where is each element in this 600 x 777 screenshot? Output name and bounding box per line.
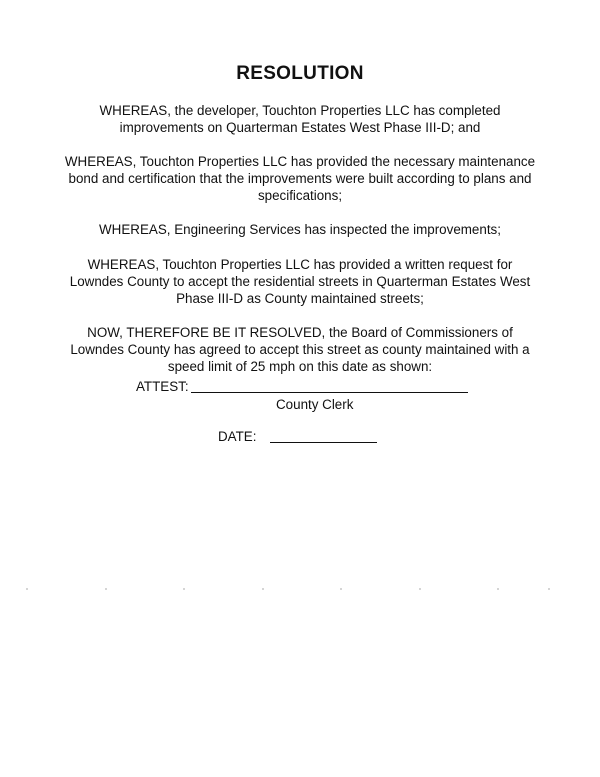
attest-label: ATTEST: [136, 379, 189, 394]
scan-artifact [419, 588, 421, 590]
scan-artifact [497, 588, 499, 590]
county-clerk-label: County Clerk [276, 397, 354, 412]
scan-artifact [262, 588, 264, 590]
scan-artifact [183, 588, 185, 590]
whereas-paragraph-4: WHEREAS, Touchton Properties LLC has provided a written request for Lowndes County to accept the residential streets in Quarterman Estates West Phase III-D as County maintained streets; [69, 257, 531, 306]
resolution-title: RESOLUTION [236, 63, 364, 84]
attest-signature-line [191, 392, 468, 393]
date-signature-line [270, 442, 377, 443]
scan-artifact [105, 588, 107, 590]
whereas-paragraph-2: WHEREAS, Touchton Properties LLC has provided the necessary maintenance bond and certification that the improvements were built according to plans and specifications; [64, 154, 536, 203]
whereas-paragraph-3: WHEREAS, Engineering Services has inspected the improvements; [99, 222, 501, 237]
scan-artifact [548, 588, 550, 590]
date-label: DATE: [218, 429, 257, 444]
resolved-paragraph: NOW, THEREFORE BE IT RESOLVED, the Board of Commissioners of Lowndes County has agreed to accept this street as county maintained with a speed limit of 25 mph on this date as shown: [70, 325, 530, 374]
whereas-paragraph-1: WHEREAS, the developer, Touchton Properties LLC has completed improvements on Quarterman Estates West Phase III-D; and [99, 103, 501, 135]
scan-artifact [340, 588, 342, 590]
scan-artifact [26, 588, 28, 590]
